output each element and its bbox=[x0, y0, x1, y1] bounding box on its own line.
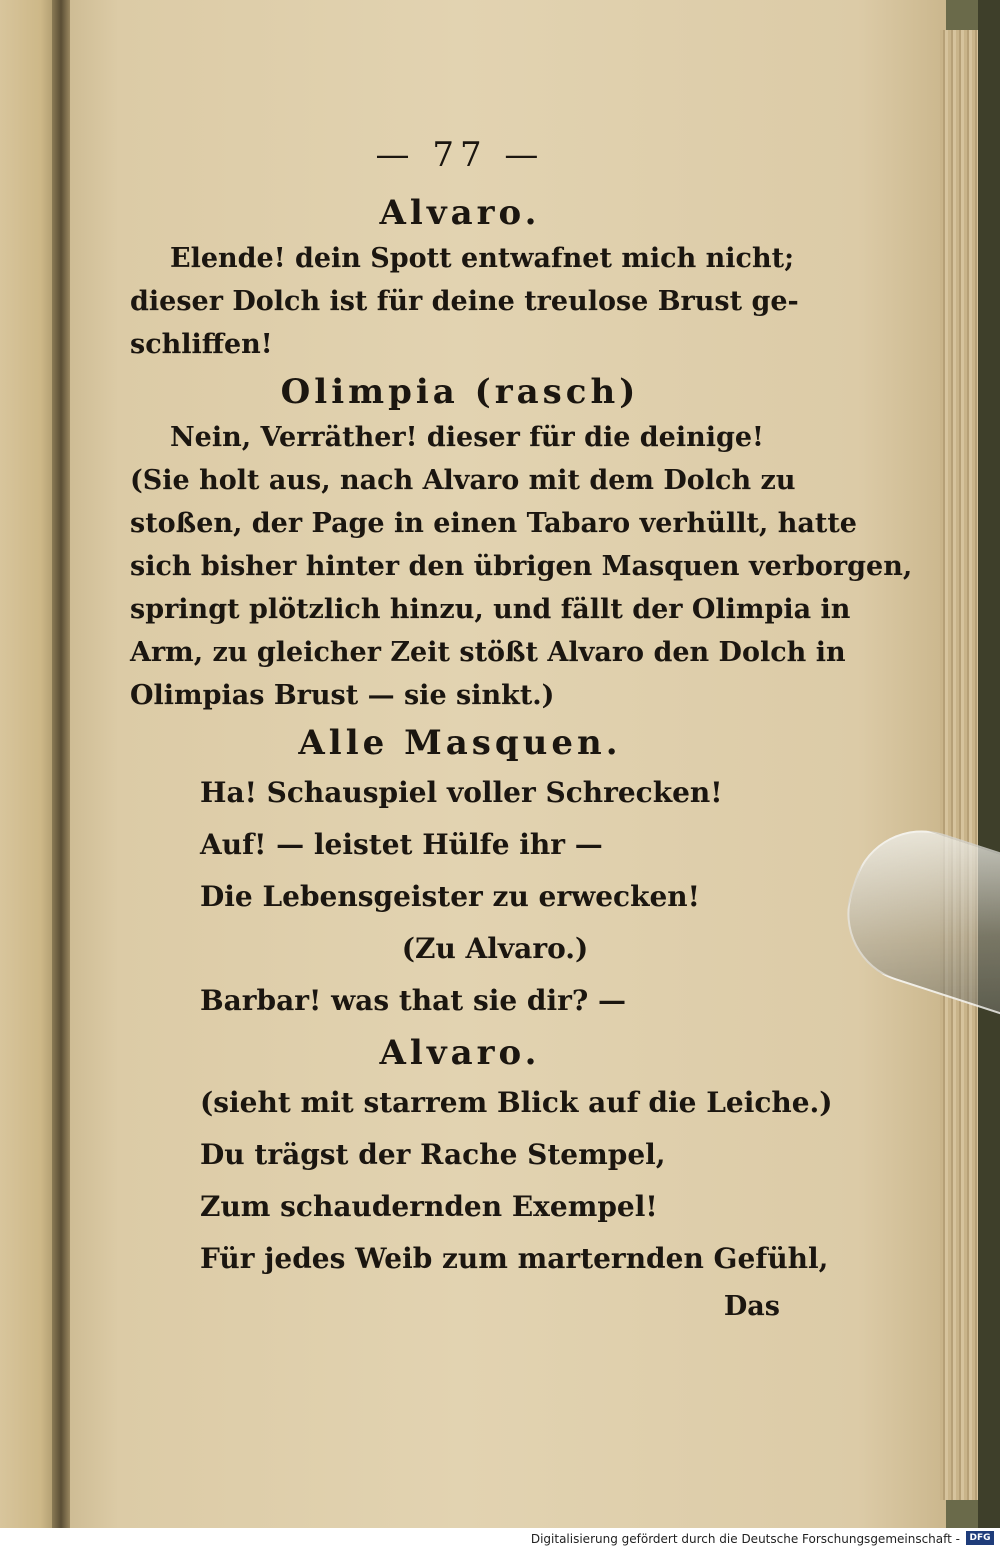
page-number: — 77 — bbox=[375, 135, 545, 175]
speaker-heading: Alle Masquen. bbox=[298, 723, 622, 763]
verse-line: Auf! — leistet Hülfe ihr — bbox=[200, 828, 603, 861]
verse-line: Du trägst der Rache Stempel, bbox=[200, 1138, 666, 1171]
text-line: Arm, zu gleicher Zeit stößt Alvaro den Dolch in bbox=[130, 637, 846, 668]
text-line: (Sie holt aus, nach Alvaro mit dem Dolch zu bbox=[130, 465, 796, 496]
text-line: sich bisher hinter den übrigen Masquen verborgen, bbox=[130, 551, 913, 582]
text-line: stoßen, der Page in einen Tabaro verhüllt, hatte bbox=[130, 508, 857, 539]
left-page-edge bbox=[0, 0, 58, 1528]
funding-credit: Digitalisierung gefördert durch die Deutsche Forschungsgemeinschaft - bbox=[530, 1532, 960, 1546]
scan-background-right bbox=[978, 0, 1000, 1528]
speaker-heading: Alvaro. bbox=[379, 1033, 541, 1073]
verse-line: Die Lebensgeister zu erwecken! bbox=[200, 880, 700, 913]
stage-direction: (sieht mit starrem Blick auf die Leiche.) bbox=[200, 1086, 833, 1119]
verse-line: Zum schaudernden Exempel! bbox=[200, 1190, 658, 1223]
page-text bbox=[130, 135, 913, 1328]
catchword: Das bbox=[723, 1291, 780, 1322]
verse-line: Barbar! was that sie dir? — bbox=[200, 984, 627, 1017]
speaker-heading: Olimpia (rasch) bbox=[280, 372, 640, 412]
verse-line: Ha! Schauspiel voller Schrecken! bbox=[200, 776, 723, 809]
text-line: Olimpias Brust — sie sinkt.) bbox=[130, 680, 555, 711]
dfg-logo: DFG bbox=[966, 1531, 994, 1545]
text-line: Nein, Verräther! dieser für die deinige! bbox=[170, 422, 764, 453]
text-line: schliffen! bbox=[130, 329, 273, 360]
verse-line: Für jedes Weib zum marternden Gefühl, bbox=[200, 1242, 829, 1275]
text-line: dieser Dolch ist für deine treulose Brust ge- bbox=[130, 286, 799, 317]
footer-bar bbox=[0, 1528, 1000, 1550]
text-line: springt plötzlich hinzu, und fällt der Olimpia in bbox=[130, 594, 851, 625]
book-gutter bbox=[52, 0, 70, 1528]
text-line: Elende! dein Spott entwafnet mich nicht; bbox=[170, 243, 795, 274]
speaker-heading: Alvaro. bbox=[379, 193, 541, 233]
stage-direction: (Zu Alvaro.) bbox=[401, 932, 589, 965]
